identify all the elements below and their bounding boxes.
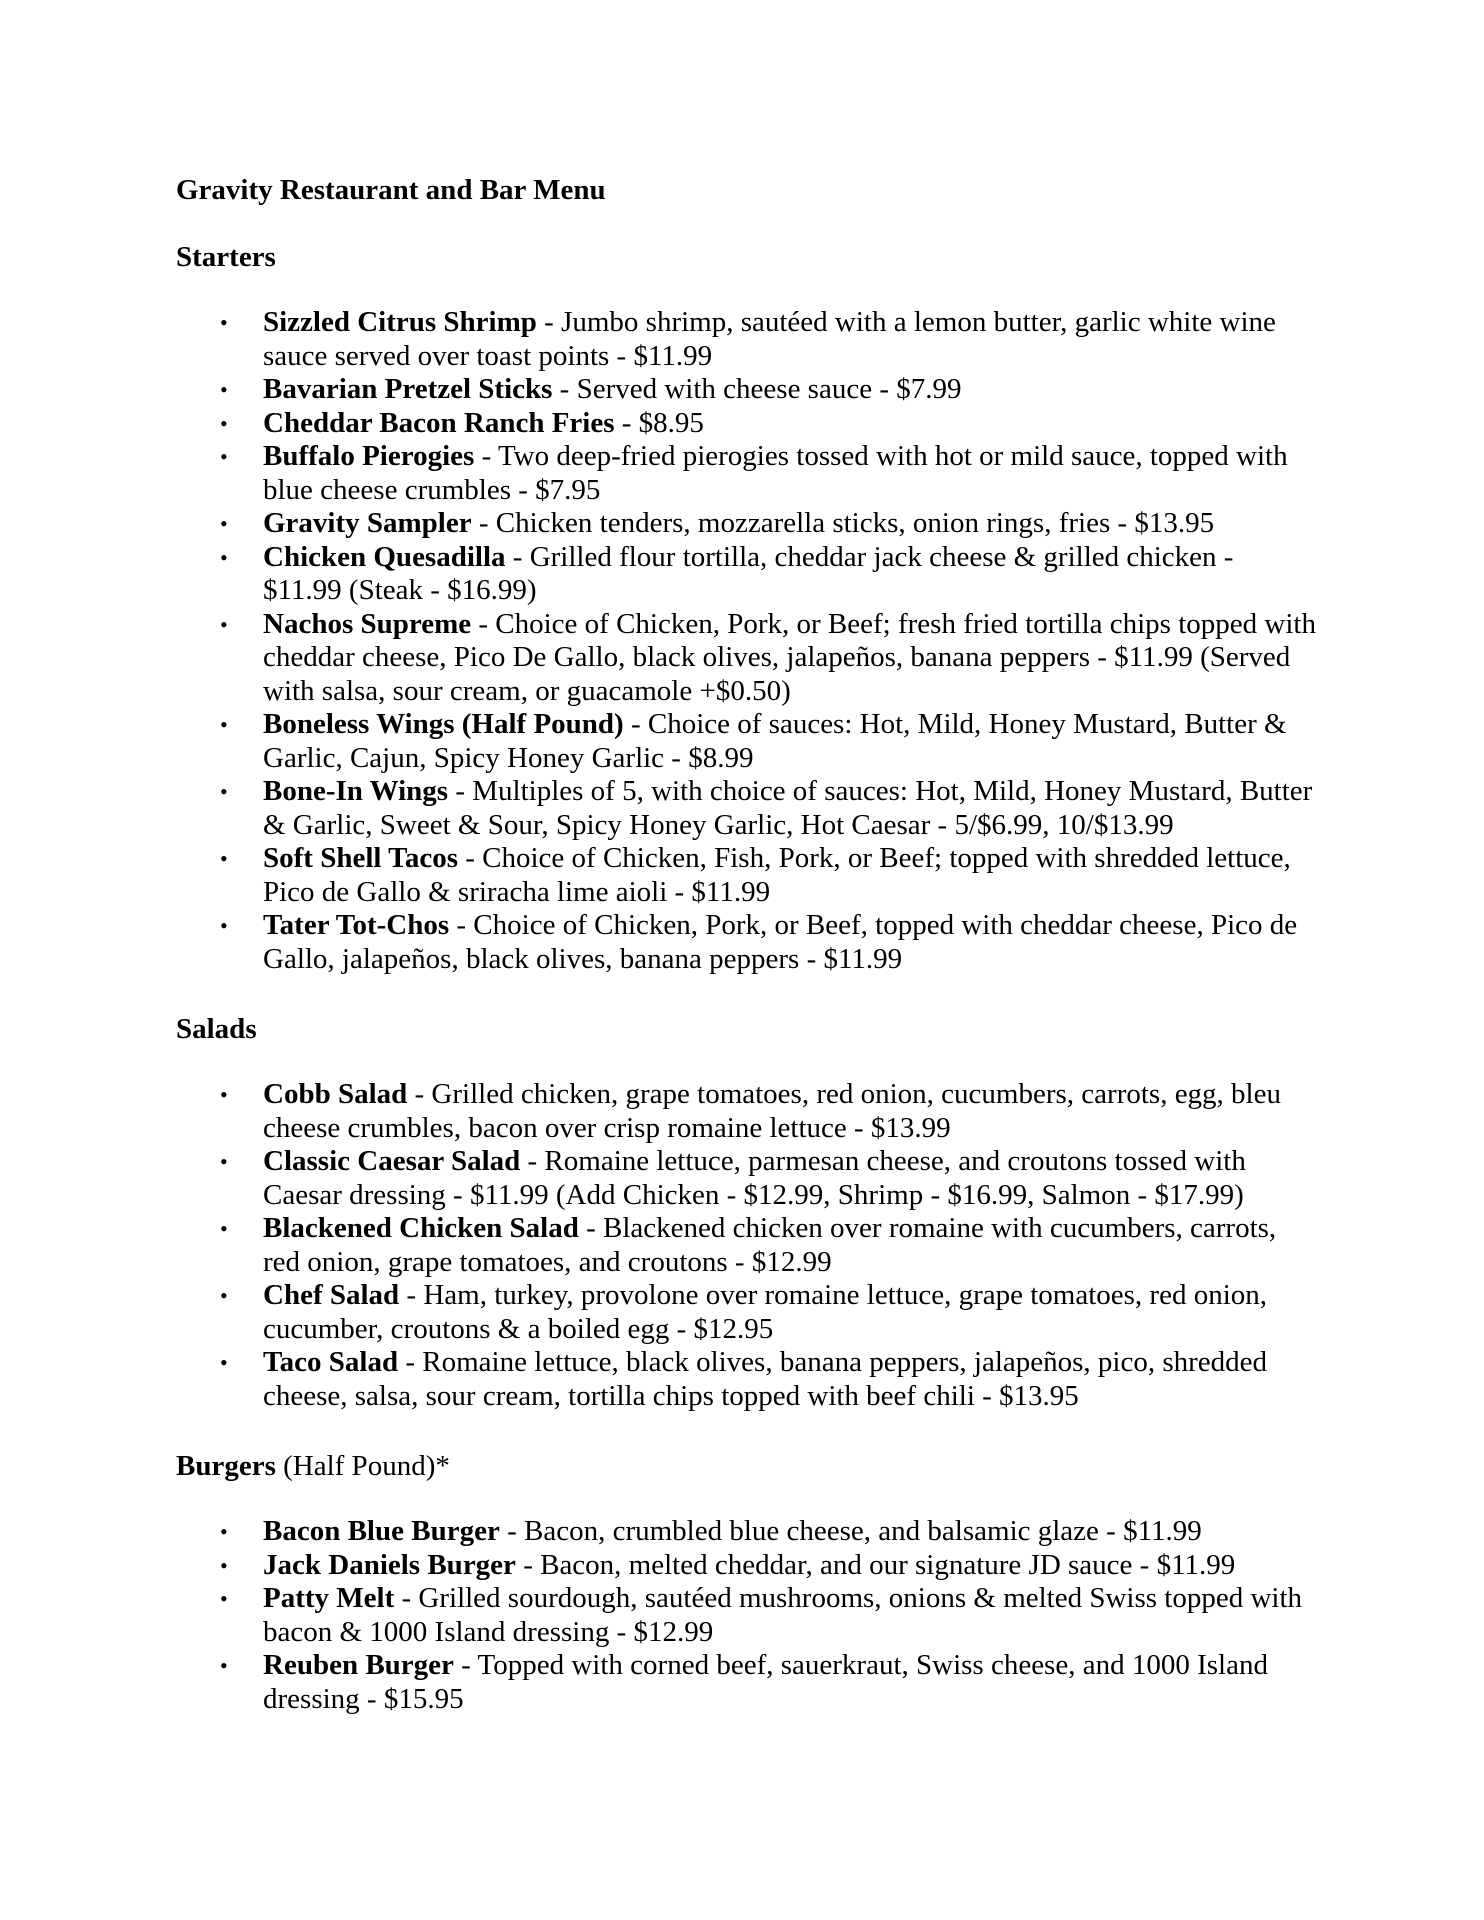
bullet-icon: •: [220, 1586, 228, 1611]
menu-item-description: - Ham, turkey, provolone over romaine lettuce, grape tomatoes, red onion, cucumber, croutons & a boiled egg - $12.95: [263, 1279, 1268, 1345]
menu-item: [220, 1145, 1316, 1212]
menu-item-name: Nachos Supreme: [263, 607, 472, 640]
menu-item: [220, 373, 1316, 407]
bullet-icon: •: [220, 1552, 228, 1578]
bullet-icon: •: [220, 1216, 228, 1241]
menu-item: [220, 1346, 1316, 1413]
menu-item-description: - Grilled flour tortilla, cheddar jack cheese & grilled chicken - $11.99 (Steak - $16.99): [263, 540, 1234, 606]
menu-item-description: - Topped with corned beef, sauerkraut, Swiss cheese, and 1000 Island dressing - $15.95: [263, 1649, 1268, 1715]
menu-item-description: - Romaine lettuce, parmesan cheese, and croutons tossed with Caesar dressing - $11.99 (Add Chicken - $12.99, Shrimp - $16.99, Salmon - $17.99): [263, 1145, 1246, 1211]
menu-item-description: - Blackened chicken over romaine with cucumbers, carrots, red onion, grape tomatoes, and croutons - $12.99: [263, 1212, 1277, 1278]
menu-item-description: - Choice of Chicken, Fish, Pork, or Beef; topped with shredded lettuce, Pico de Gallo & sriracha lime aioli - $11.99: [263, 842, 1291, 908]
section-heading: [176, 239, 1316, 275]
menu-item-description: - Romaine lettuce, black olives, banana peppers, jalapeños, pico, shredded cheese, salsa, sour cream, tortilla chips topped with beef chili - $13.95: [263, 1346, 1268, 1412]
menu-sections: [176, 239, 1316, 1716]
bullet-icon: •: [220, 1350, 228, 1375]
menu-item-name: Cheddar Bacon Ranch Fries: [263, 406, 615, 439]
menu-section-salads: [176, 1011, 1316, 1413]
menu-item: [220, 406, 1316, 441]
menu-item-description: - Grilled chicken, grape tomatoes, red onion, cucumbers, carrots, egg, bleu cheese crumbles, bacon over crisp romaine lettuce - $13.99: [263, 1078, 1281, 1144]
bullet-icon: •: [220, 1283, 228, 1308]
bullet-icon: •: [220, 1082, 228, 1107]
bullet-icon: •: [220, 712, 228, 737]
menu-item-description: - Choice of Chicken, Pork, or Beef; fresh fried tortilla chips topped with cheddar cheese, Pico De Gallo, black olives, jalapeños, banana peppers - $11.99 (Served with salsa, sour cream, or guacamole +$0.50): [263, 607, 1316, 707]
menu-item: [220, 1548, 1316, 1583]
menu-item-description: - Jumbo shrimp, sautéed with a lemon butter, garlic white wine sauce served over toast points - $11.99: [263, 306, 1276, 372]
menu-item-description: - $8.95: [614, 406, 704, 439]
menu-item-name: Gravity Sampler: [263, 507, 472, 539]
bullet-icon: •: [220, 511, 228, 536]
menu-item: [220, 842, 1316, 909]
menu-item-list: [176, 1515, 1316, 1716]
bullet-icon: •: [220, 410, 228, 436]
bullet-icon: •: [220, 779, 228, 804]
menu-item-name: Chicken Quesadilla: [263, 540, 506, 573]
menu-item-name: Jack Daniels Burger: [263, 1548, 516, 1581]
menu-item-name: Soft Shell Tacos: [263, 842, 458, 874]
menu-item-list: [176, 306, 1316, 976]
menu-item: [220, 1212, 1316, 1279]
menu-item: [220, 1649, 1316, 1716]
menu-item-description: - Grilled sourdough, sautéed mushrooms, onions & melted Swiss topped with bacon & 1000 Island dressing - $12.99: [263, 1582, 1303, 1648]
menu-item: [220, 909, 1316, 976]
menu-item-description: - Bacon, melted cheddar, and our signature JD sauce - $11.99: [515, 1548, 1236, 1581]
bullet-icon: •: [220, 1149, 228, 1174]
menu-item-description: - Bacon, crumbled blue cheese, and balsamic glaze - $11.99: [499, 1515, 1202, 1547]
section-heading-label: Salads: [176, 1013, 257, 1045]
menu-item-name: Buffalo Pierogies: [263, 440, 475, 472]
document-title: Gravity Restaurant and Bar Menu: [176, 174, 606, 206]
menu-section-burgers: [176, 1448, 1316, 1716]
menu-item: [220, 775, 1316, 842]
menu-item: [220, 1078, 1316, 1145]
section-heading-label: Burgers: [176, 1450, 276, 1482]
menu-item-name: Sizzled Citrus Shrimp: [263, 306, 537, 338]
menu-document: [176, 172, 1316, 1751]
menu-item-description: - Chicken tenders, mozzarella sticks, onion rings, fries - $13.95: [471, 507, 1215, 539]
menu-item-name: Bacon Blue Burger: [263, 1515, 500, 1547]
bullet-icon: •: [220, 310, 228, 335]
menu-item-name: Bavarian Pretzel Sticks: [263, 373, 553, 405]
bullet-icon: •: [220, 611, 228, 637]
bullet-icon: •: [220, 1519, 228, 1544]
menu-item: [220, 1515, 1316, 1549]
bullet-icon: •: [220, 444, 228, 469]
menu-item-description: - Choice of Chicken, Pork, or Beef, topped with cheddar cheese, Pico de Gallo, jalapeños, black olives, banana peppers - $11.99: [263, 909, 1298, 975]
bullet-icon: •: [220, 1653, 228, 1678]
menu-item: [220, 1582, 1316, 1649]
bullet-icon: •: [220, 544, 228, 570]
menu-item: [220, 540, 1316, 608]
menu-item: [220, 440, 1316, 507]
menu-item-name: Boneless Wings (Half Pound): [263, 708, 624, 740]
menu-item-name: Tater Tot-Chos: [263, 909, 450, 941]
menu-item: [220, 306, 1316, 373]
menu-item: [220, 507, 1316, 541]
menu-section-starters: [176, 239, 1316, 976]
menu-item-name: Classic Caesar Salad: [263, 1145, 521, 1177]
menu-item-name: Taco Salad: [263, 1346, 399, 1378]
menu-item-name: Bone-In Wings: [263, 775, 449, 807]
menu-item-name: Chef Salad: [263, 1279, 400, 1311]
menu-item-name: Reuben Burger: [263, 1649, 454, 1681]
menu-item-description: - Two deep-fried pierogies tossed with hot or mild sauce, topped with blue cheese crumbles - $7.95: [263, 440, 1288, 506]
bullet-icon: •: [220, 913, 228, 938]
menu-item-name: Patty Melt: [263, 1582, 395, 1614]
menu-item-list: [176, 1078, 1316, 1413]
menu-item: [220, 607, 1316, 709]
section-heading: [176, 1011, 1316, 1047]
menu-item-description: - Multiples of 5, with choice of sauces: Hot, Mild, Honey Mustard, Butter & Garlic, Sweet & Sour, Spicy Honey Garlic, Hot Caesar - 5/$6.99, 10/$13.99: [263, 775, 1313, 841]
bullet-icon: •: [220, 846, 228, 871]
menu-item-name: Blackened Chicken Salad: [263, 1212, 579, 1244]
section-heading-note: (Half Pound)*: [275, 1450, 450, 1482]
menu-item: [220, 1279, 1316, 1346]
section-heading: [176, 1448, 1316, 1484]
bullet-icon: •: [220, 377, 228, 402]
section-heading-label: Starters: [176, 241, 276, 273]
menu-item-description: - Served with cheese sauce - $7.99: [552, 373, 962, 405]
menu-item: [220, 708, 1316, 775]
menu-item-name: Cobb Salad: [263, 1078, 408, 1110]
menu-item-description: - Choice of sauces: Hot, Mild, Honey Mustard, Butter & Garlic, Cajun, Spicy Honey Garlic - $8.99: [263, 708, 1287, 774]
